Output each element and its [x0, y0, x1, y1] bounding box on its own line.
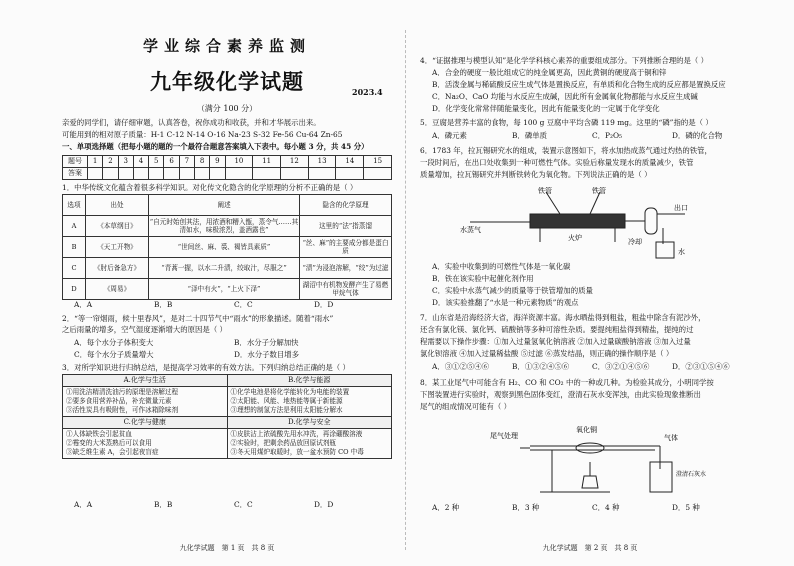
- q3-d-cell: [227, 429, 392, 459]
- q3-b-title: B.化学与能源: [227, 375, 392, 387]
- option[interactable]: C．③②①④⑤⑥: [592, 362, 650, 371]
- answer-number: 9: [210, 156, 225, 168]
- label-water-vapor: 水蒸气: [460, 226, 481, 234]
- q1-cell: 《周易》: [86, 279, 149, 300]
- q1-cell: D: [63, 279, 86, 300]
- label-cooling: 冷却: [628, 238, 642, 246]
- q1-cell: 《肘后备急方》: [86, 258, 149, 279]
- answer-number: 5: [149, 156, 164, 168]
- q3-item: ①人体缺铁会引起贫血: [66, 430, 132, 438]
- label-iron-pipe-right: 铁管: [592, 187, 606, 195]
- option[interactable]: A．A: [74, 300, 93, 309]
- label-outlet: 出口: [674, 204, 688, 212]
- q3-item: ③活性炭具有吸附性，可作冰箱除味剂: [66, 406, 179, 414]
- option[interactable]: A．每个水分子体积变大: [74, 338, 154, 347]
- iron-pipe: [530, 214, 625, 228]
- answer-cell[interactable]: [210, 168, 225, 180]
- label-limewater: 澄清石灰水: [676, 471, 707, 478]
- question-3: 3．对所学知识进行归纳总结，是提高学习效率的有效方法。下列归纳总结正确的是（ ）: [62, 363, 350, 372]
- q5-options: [432, 131, 760, 141]
- q1-header: 选项: [63, 195, 86, 216]
- q1-cell: “渍”为浸泡溶解，“绞”为过滤: [300, 258, 392, 279]
- question-6-line-1: 6．1783 年，拉瓦锡研究水的组成，装置示意图如下，将水加热成蒸气通过灼热的铁管，: [420, 146, 712, 155]
- q3-a-title: A.化学与生活: [63, 375, 228, 387]
- q3-c-title: C.化学与健康: [63, 417, 228, 429]
- q1-options: [74, 300, 392, 310]
- answer-number: 4: [133, 156, 148, 168]
- answer-cell[interactable]: [194, 168, 209, 180]
- question-7-line-2: 还含有氯化镁、氯化钙、硫酸钠等多种可溶性杂质。要提纯粗盐得到精盐，提纯的过: [420, 325, 694, 334]
- answer-table-label: 答案: [63, 168, 88, 180]
- answer-number: 11: [253, 156, 281, 168]
- question-8-line-1: 8．某工业尾气中可能含有 H₂、CO 和 CO₂ 中的一种或几种。为检验其成分，小明同学按: [420, 378, 714, 387]
- answer-cell[interactable]: [149, 168, 164, 180]
- answer-table-number-row: [63, 156, 392, 168]
- alcohol-lamp: [582, 476, 598, 488]
- q1-cell: C: [63, 258, 86, 279]
- answer-cell[interactable]: [164, 168, 179, 180]
- option[interactable]: C．C: [234, 300, 253, 309]
- answer-number: 7: [179, 156, 194, 168]
- q3-item: ③冬天用煤炉取暖时，放一盆水预防 CO 中毒: [230, 448, 364, 456]
- q1-cell: 《本草纲目》: [86, 216, 149, 237]
- q2-options-row-1: [74, 338, 392, 348]
- question-1: 1．中华传统文化蕴含着很多科学知识。对化传文化隐含的化学原理的分析不正确的是（ ）: [62, 183, 358, 192]
- option[interactable]: C．C: [234, 500, 253, 509]
- header-title: 学业综合素养监测: [142, 37, 311, 55]
- answer-number: 13: [308, 156, 336, 168]
- answer-number: 14: [336, 156, 364, 168]
- q1-cell: B: [63, 237, 86, 258]
- option[interactable]: C．4 种: [592, 503, 620, 512]
- q1-row: [63, 237, 392, 258]
- label-pointer: [546, 192, 560, 214]
- option[interactable]: D．5 种: [672, 503, 700, 512]
- question-7-line-4: 氯化钡溶液 ④加入过量稀盐酸 ⑤过滤 ⑥蒸发结晶，则正确的操作顺序是（ ）: [420, 349, 674, 358]
- answer-number: 8: [194, 156, 209, 168]
- option[interactable]: C．P₂O₅: [592, 131, 623, 140]
- q1-cell: “泽中有火”，“上火下泽”: [149, 279, 300, 300]
- q3-item: ③缺乏维生素 A，会引起夜盲症: [66, 448, 159, 456]
- q3-item: ②太阳能、风能、地热能等属于新能源: [230, 397, 343, 405]
- option[interactable]: B．B: [154, 300, 173, 309]
- q1-cell: A: [63, 216, 86, 237]
- option[interactable]: A．A: [74, 500, 93, 509]
- q3-d-title: D.化学与安全: [227, 417, 392, 429]
- option[interactable]: D．D: [314, 500, 334, 509]
- q1-table-header: [63, 195, 392, 216]
- q3-item: ①皮肤沾上浓硫酸先用水冲洗，再涂硼酸溶液: [230, 430, 363, 438]
- question-4: 4．“证据推理与模型认知”是化学学科核心素养的重要组成部分。下列推断合理的是（ ）: [420, 56, 709, 65]
- q3-item: ①用洗洁精清洗油污的原理是溶解过程: [66, 388, 179, 396]
- answer-cell[interactable]: [133, 168, 148, 180]
- q6-option-a[interactable]: A．实验中收集到的可燃性气体是一氧化碳: [432, 262, 571, 271]
- q1-cell: 湖沼中有机物发酵产生了易燃甲烷气体: [300, 279, 392, 300]
- q1-cell: “青蒿一握，以水二升渍，绞取汁，尽服之”: [149, 258, 300, 279]
- answer-cell[interactable]: [336, 168, 364, 180]
- q3-options: [74, 500, 392, 510]
- q6-option-c[interactable]: C．实验中水蒸气减少的质量等于铁管增加的质量: [432, 286, 593, 295]
- option[interactable]: B．B: [154, 500, 173, 509]
- answer-table: [62, 155, 392, 180]
- atomic-masses: 可能用到的相对原子质量：H-1 C-12 N-14 O-16 Na-23 S-32 Fe-56 Cu-64 Zn-65: [62, 130, 343, 139]
- answer-number: 3: [118, 156, 133, 168]
- limewater-bottle: [650, 462, 672, 492]
- q4-option-b[interactable]: B．活泼金属与稀硫酸反应生成气体是置换反应，有单质和化合物生成的反应都是置换反应: [432, 80, 726, 89]
- option[interactable]: B．3 种: [512, 503, 540, 512]
- option[interactable]: D．水分子数目增多: [234, 350, 300, 359]
- answer-number: 6: [164, 156, 179, 168]
- q1-header: 出处: [86, 195, 149, 216]
- option[interactable]: B．磷单质: [512, 131, 547, 140]
- option[interactable]: B．水分子分解加快: [234, 338, 299, 347]
- page-divider: [405, 30, 406, 550]
- label-copper-oxide: 氧化铜: [576, 426, 597, 434]
- answer-cell[interactable]: [118, 168, 133, 180]
- question-7-line-3: 程需要以下操作步骤：①加入过量氢氧化钠溶液 ②加入过量碳酸钠溶液 ③加入过量: [420, 337, 691, 346]
- q3-item: ①化学电池是将化学能转化为电能的装置: [230, 388, 350, 396]
- page-1: [62, 0, 392, 566]
- option[interactable]: D．磷的化合物: [672, 131, 723, 140]
- section-1-heading: 一、单项选择题（把每小题的题的一个最符合题意答案填入下表中。每小题 3 分，共 45 分）: [62, 142, 369, 151]
- answer-number: 15: [364, 156, 392, 168]
- answer-number: 1: [88, 156, 103, 168]
- question-5: 5．豆腐是营养丰富的食物，每 100 g 豆腐中平均含磷 119 mg。这里的“磷”指的是（ ）: [420, 118, 713, 127]
- label-furnace: 火炉: [568, 234, 582, 242]
- q7-options: [432, 362, 760, 372]
- q3-item: ②霉变的大米蒸熟后可以食用: [66, 439, 152, 447]
- q1-cell: “自元时始创其法，用浓酒和糟入甑，蒸令气……其清如水，味极浓烈，盖酒露也”: [149, 216, 300, 237]
- option[interactable]: A．2 种: [432, 503, 460, 512]
- option[interactable]: C．每个水分子质量增大: [74, 350, 154, 359]
- q6-option-b[interactable]: B．铁在该实验中起催化剂作用: [432, 274, 534, 283]
- q4-option-c[interactable]: C．Na₂O、CaO 均能与水反应生成碱，因此所有金属氧化物都能与水反应生成碱: [432, 92, 698, 101]
- collection-beaker: [656, 242, 674, 258]
- answer-number: 10: [225, 156, 253, 168]
- q3-item: ②要多食用营养补品，补充微量元素: [66, 397, 172, 405]
- answer-table-answer-row: [63, 168, 392, 180]
- question-6-line-2: 一段时间后，在出口处收集到一种可燃性气体。实验后称量发现水的质量减少，铁管: [420, 158, 694, 167]
- question-8-line-2: 下图装置进行实验时，观察到黑色固体变红，澄清石灰水变浑浊，由此实验现象推断出: [420, 390, 701, 399]
- question-6-line-3: 质量增加，拉瓦锡研究并判断铁转化为氧化物。下列说法正确的是（ ）: [420, 170, 652, 179]
- label-pointer: [590, 192, 600, 214]
- q1-cell: “世间丝、麻、裘、褐皆具素质”: [149, 237, 300, 258]
- q3-a-cell: [63, 387, 228, 417]
- q3-item: ③理想的制氢方法是利用太阳能分解水: [230, 406, 343, 414]
- page-2-footer: 九化学试题 第 2 页 共 8 页: [542, 544, 638, 552]
- q3-c-cell: [63, 429, 228, 459]
- answer-cell[interactable]: [364, 168, 392, 180]
- label-gas: 气体: [664, 434, 678, 442]
- page-1-footer: 九化学试题 第 1 页 共 8 页: [179, 544, 275, 552]
- q3-b-cell: [227, 387, 392, 417]
- q1-header: 阐述: [149, 195, 300, 216]
- answer-cell[interactable]: [253, 168, 281, 180]
- answer-cell[interactable]: [281, 168, 309, 180]
- copper-oxide-tube: [576, 443, 604, 453]
- question-2-line-2: 之后雨量的增多，空气湿度逐渐增大的原因是（ ）: [62, 325, 227, 334]
- q1-cell: 这里的“法”指蒸馏: [300, 216, 392, 237]
- answer-table-label: 题号: [63, 156, 88, 168]
- answer-cell[interactable]: [88, 168, 103, 180]
- exam-date: 2023.4: [352, 87, 383, 97]
- q1-row: [63, 279, 392, 300]
- label-water: 水: [678, 248, 685, 256]
- question-2-line-1: 2．“等一帘烟雨，候十里春风”，是对二十四节气中“雨水”的形象描述。随着“雨水”: [62, 314, 334, 323]
- answer-number: 2: [103, 156, 118, 168]
- q1-cell: 《天工开物》: [86, 237, 149, 258]
- q8-apparatus-diagram: [480, 414, 707, 496]
- q3-item: ②实验时，把剩余药品放回原试剂瓶: [230, 439, 336, 447]
- q1-row: [63, 258, 392, 279]
- q1-row: [63, 216, 392, 237]
- q4-option-d[interactable]: D．化学变化常常伴随能量变化，因此有能量变化的一定属于化学变化: [432, 104, 660, 113]
- question-8-line-3: 尾气的组成情况可能有（ ）: [420, 402, 512, 411]
- q4-option-a[interactable]: A．合金的硬度一般比组成它的纯金属更高，因此黄铜的硬度高于铜和锌: [432, 68, 667, 77]
- score-note: （满分 100 分）: [196, 104, 258, 113]
- q1-cell: “丝、麻”的主要成分都是蛋白质: [300, 237, 392, 258]
- question-7-line-1: 7．山东省是沿海经济大省，海洋资源丰富。海水晒盐得到粗盐，粗盐中除含有泥沙外，: [420, 313, 706, 322]
- q6-apparatus-diagram: [460, 184, 700, 260]
- answer-cell[interactable]: [225, 168, 253, 180]
- condenser: [645, 208, 657, 234]
- answer-cell[interactable]: [179, 168, 194, 180]
- greeting: 亲爱的同学们，请仔细审题，认真答卷，祝你成功和收获，并和才华展示出来。: [62, 118, 321, 127]
- answer-cell[interactable]: [308, 168, 336, 180]
- page-2: [420, 0, 760, 566]
- exam-title: 九年级化学试题: [150, 70, 304, 94]
- q2-options-row-2: [74, 350, 392, 360]
- label-iron-pipe-left: 铁管: [538, 187, 552, 195]
- answer-cell[interactable]: [103, 168, 118, 180]
- q6-option-d[interactable]: D．该实验推翻了“水是一种元素物质”的观点: [432, 298, 579, 307]
- q3-table: [62, 374, 392, 459]
- answer-number: 12: [281, 156, 309, 168]
- label-tail-gas: 尾气处理: [490, 432, 518, 440]
- q1-header: 隐含的化学原理: [300, 195, 392, 216]
- option[interactable]: A．③①②⑤④⑥: [432, 362, 490, 371]
- q1-table: [62, 194, 392, 300]
- option[interactable]: B．①③②④⑤⑥: [512, 362, 570, 371]
- option[interactable]: D．D: [314, 300, 334, 309]
- option[interactable]: A．磷元素: [432, 131, 467, 140]
- option[interactable]: D．②③①⑤④⑥: [672, 362, 730, 371]
- q8-options: [432, 503, 760, 513]
